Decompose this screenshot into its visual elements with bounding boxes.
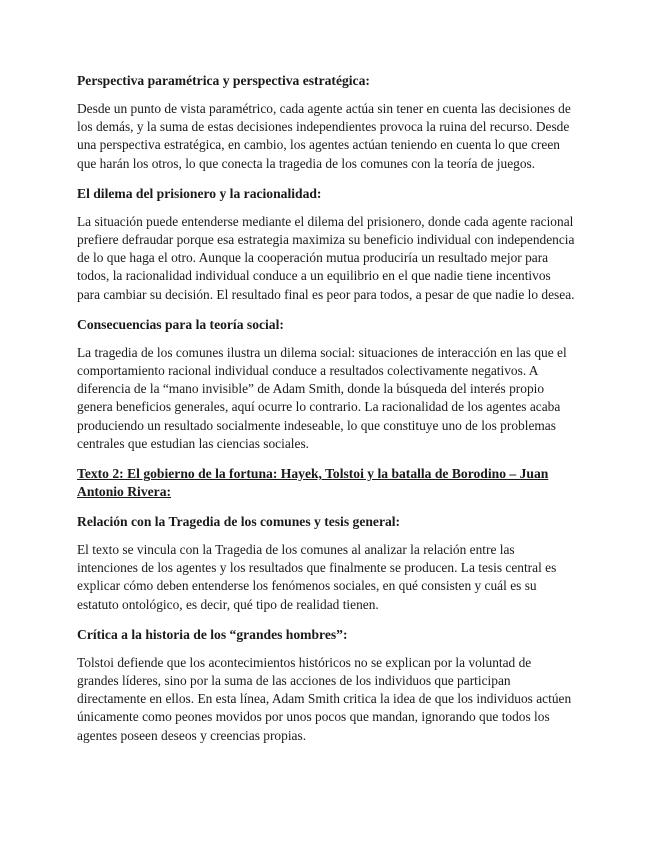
section-paragraph: La tragedia de los comunes ilustra un dilema social: situaciones de interacción en las que el comportamiento racional individual conduce a resultados colectivamente negativos. A diferencia de la “mano invisible” de Adam Smith, donde la búsqueda del interés propio genera beneficios generales, aquí ocurre lo contrario. La racionalidad de los agentes acaba produciendo un resultado socialmente indeseable, lo que constituye uno de los problemas centrales que estudian las ciencias sociales. <box>77 344 567 451</box>
section-heading: El dilema del prisionero y la racionalidad: <box>77 185 322 201</box>
text2-title: Texto 2: El gobierno de la fortuna: Hayek, Tolstoi y la batalla de Borodino – Juan Antonio Rivera: <box>77 466 549 500</box>
section-heading: Crítica a la historia de los “grandes hombres”: <box>77 626 348 642</box>
section-paragraph: El texto se vincula con la Tragedia de los comunes al analizar la relación entre las intenciones de los agentes y los resultados que finalmente se producen. La tesis central es explicar cómo deben entenderse los fenómenos sociales, en qué consisten y cuál es su estatuto ontológico, es decir, qué tipo de realidad tienen. <box>77 542 557 612</box>
section-heading: Relación con la Tragedia de los comunes y tesis general: <box>77 514 401 530</box>
section-paragraph: Tolstoi defiende que los acontecimientos históricos no se explican por la voluntad de grandes líderes, sino por la suma de las acciones de los individuos que participan directamente en ellos. En esta línea, Adam Smith critica la idea de que los individuos actúen únicamente como peones movidos por unos pocos que mandan, ignorando que todos los agentes poseen deseos y creencias propias. <box>77 654 572 743</box>
section-paragraph: Desde un punto de vista paramétrico, cada agente actúa sin tener en cuenta las decisiones de los demás, y la suma de estas decisiones independientes provoca la ruina del recurso. Desde una perspectiva estratégica, en cambio, los agentes actúan teniendo en cuenta lo que creen que harán los otros, lo que conecta la tragedia de los comunes con la teoría de juegos. <box>77 101 571 171</box>
section-heading: Perspectiva paramétrica y perspectiva estratégica: <box>77 73 370 88</box>
section-paragraph: La situación puede entenderse mediante el dilema del prisionero, donde cada agente racional prefiere defraudar porque esa estrategia maximiza su beneficio individual con independencia de lo que haga el otro. Aunque la cooperación mutua produciría un resultado mejor para todos, la racionalidad individual conduce a un equilibrio en el que nadie tiene incentivos para cambiar su decisión. El resultado final es peor para todos, a pesar de que nadie lo desea. <box>77 213 575 302</box>
section-heading: Consecuencias para la teoría social: <box>77 316 284 332</box>
